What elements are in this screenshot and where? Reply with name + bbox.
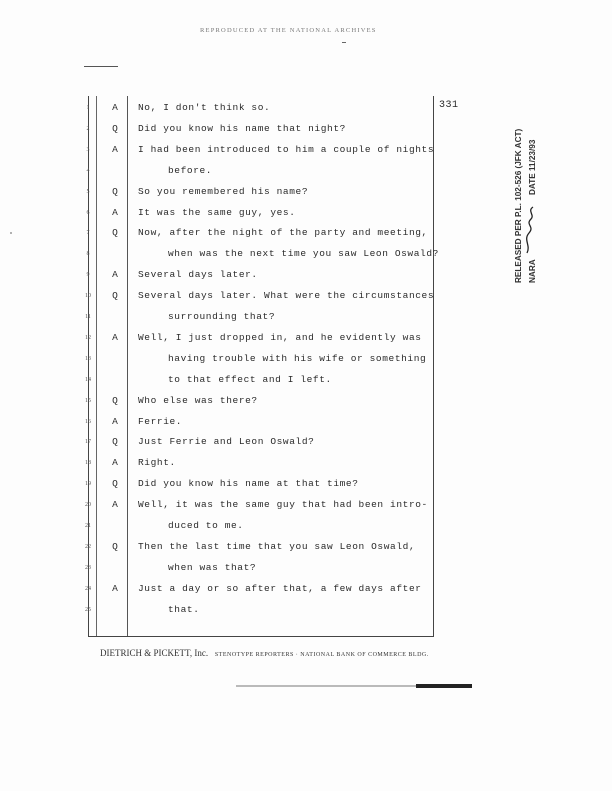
transcript-line [0, 455, 612, 476]
speaker-marker: A [112, 499, 118, 511]
transcript-line [0, 518, 612, 539]
testimony-text: Well, I just dropped in, and he evidently was [138, 331, 422, 343]
speaker-marker: Q [112, 394, 118, 406]
line-number: 16 [85, 418, 91, 425]
line-number: 14 [85, 376, 91, 383]
speaker-marker: Q [112, 185, 118, 197]
footer [100, 648, 429, 658]
line-number: 3 [86, 146, 90, 153]
line-number: 7 [86, 230, 90, 237]
line-number: 18 [85, 460, 91, 467]
speaker-marker: A [112, 102, 118, 113]
transcript-line [0, 539, 612, 560]
line-number: 8 [86, 251, 90, 258]
testimony-text: surrounding that? [168, 311, 276, 322]
transcript-line [0, 497, 612, 518]
signature [527, 207, 533, 253]
speaker-marker: Q [112, 478, 118, 490]
header-tick [342, 42, 346, 43]
line-number: 11 [85, 314, 91, 320]
line-number: 24 [85, 585, 91, 592]
line-number: 25 [85, 606, 91, 613]
testimony-text: So you remembered his name? [138, 185, 309, 197]
testimony-text: that. [168, 603, 200, 615]
line-number: 12 [85, 334, 91, 341]
line-number: 20 [85, 502, 91, 509]
release-stamp-line3: DATE 11/23/93 [528, 139, 537, 195]
testimony-text: Just Ferrie and Leon Oswald? [138, 436, 315, 448]
transcript-line [0, 560, 612, 581]
testimony-text: Right. [138, 457, 176, 469]
line-number: 19 [85, 481, 91, 488]
transcript-line [0, 330, 612, 351]
speaker-marker: A [112, 415, 118, 427]
speaker-marker: A [112, 143, 118, 155]
speaker-marker: Q [112, 540, 118, 552]
testimony-text: when was the next time you saw Leon Oswald? [168, 248, 439, 260]
line-number: 4 [86, 167, 90, 174]
bottom-scribble [236, 683, 476, 689]
speaker-marker: Q [112, 436, 118, 448]
line-number: 6 [86, 209, 90, 216]
testimony-text: Just a day or so after that, a few days after [138, 582, 422, 594]
testimony-text: Several days later. [138, 269, 258, 281]
line-number: 9 [86, 272, 90, 279]
testimony-text: Did you know his name that night? [138, 122, 346, 134]
transcript-line [0, 476, 612, 497]
line-number: 21 [85, 523, 91, 529]
speaker-marker: A [112, 582, 118, 594]
testimony-text: Did you know his name at that time? [138, 478, 359, 490]
release-stamp-line1: RELEASED PER P.L. 102-526 (JFK ACT) [514, 128, 523, 283]
transcript-line [0, 393, 612, 414]
transcript-line [0, 372, 612, 393]
line-number: 5 [86, 188, 90, 195]
testimony-text: Who else was there? [138, 394, 258, 406]
page-number: 331 [439, 100, 459, 111]
line-number: 10 [85, 293, 91, 300]
transcript-line [0, 581, 612, 602]
release-stamp [505, 85, 545, 285]
testimony-text: Well, it was the same guy that had been intro- [138, 499, 428, 511]
speaker-marker: A [112, 457, 118, 469]
line-number: 15 [85, 397, 91, 404]
speaker-marker: Q [112, 227, 118, 239]
speaker-marker: Q [112, 290, 118, 302]
transcript-line [0, 434, 612, 455]
transcript-line [0, 309, 612, 330]
testimony-text: Several days later. What were the circumstances [138, 290, 435, 302]
line-number: 22 [85, 543, 91, 550]
transcript-line [0, 351, 612, 372]
reporter-firm: DIETRICH & PICKETT, Inc. [100, 648, 209, 658]
transcript-line [0, 602, 612, 623]
release-stamp-line2: NARA [528, 259, 537, 283]
testimony-text: to that effect and I left. [168, 373, 332, 385]
testimony-text: having trouble with his wife or something [168, 352, 427, 364]
margin-dash [84, 66, 118, 67]
speaker-marker: A [112, 269, 118, 281]
speaker-marker: A [112, 206, 118, 218]
testimony-text: Now, after the night of the party and meeting, [138, 227, 428, 239]
testimony-text: I had been introduced to him a couple of nights [138, 143, 435, 155]
speaker-marker: A [112, 331, 118, 343]
transcript-line [0, 414, 612, 435]
line-number: 2 [86, 125, 90, 132]
reporter-tagline: STENOTYPE REPORTERS · NATIONAL BANK OF COMMERCE BLDG. [214, 652, 429, 658]
archive-header-stamp: REPRODUCED AT THE NATIONAL ARCHIVES [200, 27, 377, 34]
testimony-text: when was that? [168, 561, 257, 573]
transcript-line [0, 288, 612, 309]
testimony-text: No, I don't think so. [138, 102, 271, 113]
line-number: 13 [85, 355, 91, 362]
testimony-text: duced to me. [168, 520, 244, 531]
line-number: 23 [85, 564, 91, 571]
margin-mark [8, 230, 14, 236]
testimony-text: Then the last time that you saw Leon Oswald, [138, 540, 416, 552]
line-number: 1 [86, 105, 90, 111]
speaker-marker: Q [112, 122, 118, 134]
line-number: 17 [85, 439, 91, 446]
testimony-text: It was the same guy, yes. [138, 206, 296, 218]
testimony-text: before. [168, 164, 213, 176]
testimony-text: Ferrie. [138, 415, 183, 427]
